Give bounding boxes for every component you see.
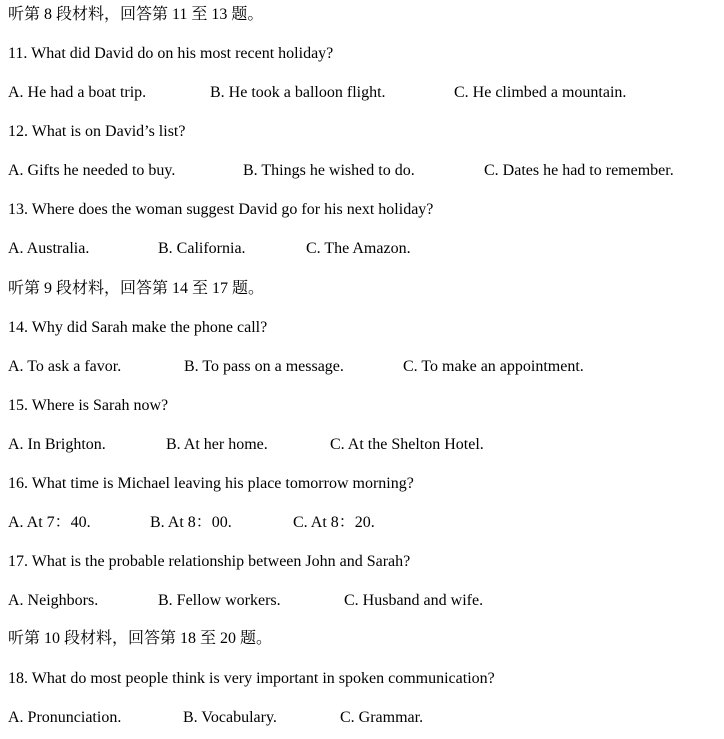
question-stem: 18. What do most people think is very important in spoken communication? [8,670,495,687]
option-a: A. In Brighton. [8,436,106,453]
option-b: B. He took a balloon flight. [210,84,386,101]
option-c: C. He climbed a mountain. [454,84,627,101]
question-stem: 13. Where does the woman suggest David go for his next holiday? [8,201,434,218]
option-b: B. At 8：00. [150,514,232,531]
option-b: B. Vocabulary. [183,709,277,726]
section-header: 听第 10 段材料，回答第 18 至 20 题。 [8,630,273,647]
option-c: C. Dates he had to remember. [484,162,674,179]
option-a: A. He had a boat trip. [8,84,147,101]
section-header: 听第 8 段材料，回答第 11 至 13 题。 [8,6,264,23]
option-b: B. To pass on a message. [184,358,344,375]
option-c: C. The Amazon. [306,240,411,257]
option-a: A. Australia. [8,240,90,257]
section-header: 听第 9 段材料，回答第 14 至 17 题。 [8,280,265,297]
question-stem: 14. Why did Sarah make the phone call? [8,319,268,336]
option-a: A. Neighbors. [8,592,99,609]
question-stem: 16. What time is Michael leaving his place tomorrow morning? [8,475,414,492]
option-c: C. Grammar. [340,709,424,726]
option-a: A. At 7：40. [8,514,91,531]
option-c: C. Husband and wife. [344,592,484,609]
question-stem: 15. Where is Sarah now? [8,397,169,414]
option-b: B. Things he wished to do. [243,162,415,179]
option-c: C. At the Shelton Hotel. [330,436,484,453]
option-c: C. To make an appointment. [403,358,584,375]
option-a: A. Pronunciation. [8,709,122,726]
option-a: A. Gifts he needed to buy. [8,162,176,179]
option-a: A. To ask a favor. [8,358,122,375]
question-stem: 11. What did David do on his most recent holiday? [8,45,334,62]
question-stem: 17. What is the probable relationship between John and Sarah? [8,553,411,570]
option-b: B. At her home. [166,436,268,453]
option-b: B. Fellow workers. [158,592,281,609]
option-c: C. At 8：20. [293,514,375,531]
question-stem: 12. What is on David’s list? [8,123,186,140]
option-b: B. California. [158,240,246,257]
